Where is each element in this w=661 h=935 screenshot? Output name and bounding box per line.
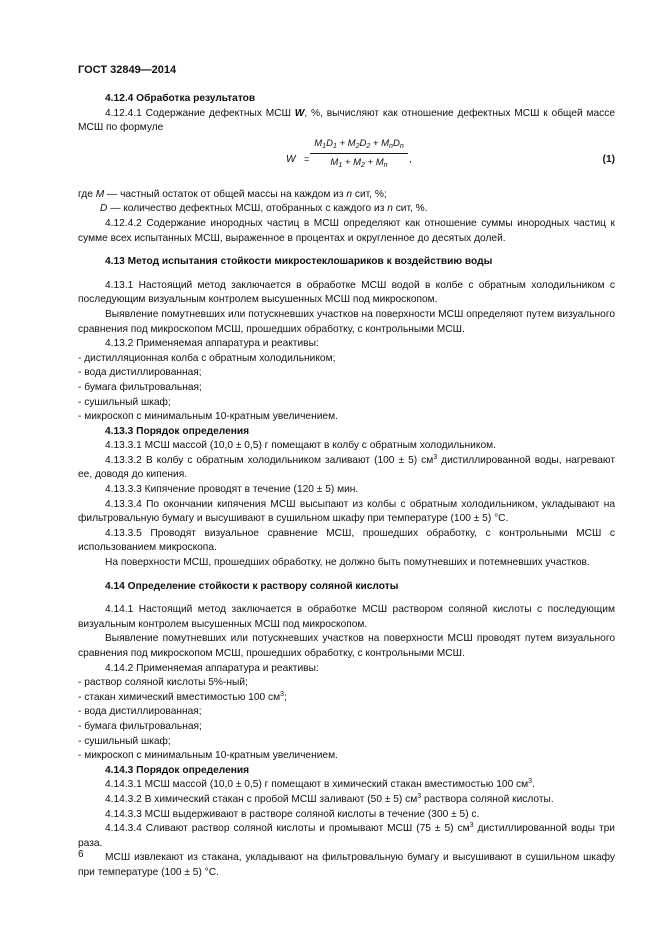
section-heading-4-13: 4.13 Метод испытания стойкости микростеклошариков к воздействию воды — [105, 256, 493, 268]
paragraph-4-14-3-3: 4.14.3.3 МСШ выдерживают в растворе соляной кислоты в течение (300 ± 5) с. — [105, 808, 480, 820]
list-item: - стакан химический вместимостью 100 $см^3$; — [78, 690, 287, 703]
list-item: - бумага фильтровальная; — [78, 381, 202, 393]
page-number: 6 — [78, 849, 84, 860]
list-item: - микроскоп с минимальным 10-кратным увеличением. — [78, 750, 338, 762]
paragraph-4-14-3-2: 4.14.3.2 В химический стакан с пробой МСШ заливают (50 ± 5) $см^3$ раствора соляной кислоты. — [105, 792, 554, 805]
list-item: - микроскоп с минимальным 10-кратным увеличением. — [78, 411, 338, 423]
formula-lhs: W — [286, 153, 296, 165]
paragraph-4-14-1-b: Выявление помутневших или потускневших участков на поверхности МСШ проводят путем визуального сравнения под микроскопом МСШ, прошедших обработку, с контрольными МСШ. — [78, 633, 615, 659]
paragraph-4-14-3-4-b: МСШ извлекают из стакана, укладывают на фильтровальную бумагу и высушивают в сушильном шкафу при температуре (100 ± 5) °С. — [78, 852, 615, 878]
paragraph-4-13-2: 4.13.2 Применяемая аппаратура и реактивы: — [105, 338, 319, 350]
paragraph-4-13-1: 4.13.1 Настоящий метод заключается в обработке МСШ водой в колбе с обратным холодильником с последующим визуальным контролем высушенных МСШ под микроскопом. — [78, 279, 615, 306]
paragraph-4-14-3-1: 4.14.3.1 МСШ массой (10,0 ± 0,5) г помещают в химический стакан вместимостью 100 $см^3$. — [105, 778, 535, 791]
paragraph-4-14-2: 4.14.2 Применяемая аппаратура и реактивы: — [105, 662, 319, 674]
paragraph-4-14-1: 4.14.1 Настоящий метод заключается в обработке МСШ раствором соляной кислоты с последующим визуальным контролем высушенных МСШ под микроскопом. — [78, 604, 615, 630]
list-item: - вода дистиллированная; — [78, 367, 202, 379]
paragraph-4-13-3-4: 4.13.3.4 По окончании кипячения МСШ высыпают из колбы с обратным холодильником, укладывают на фильтровальную бумагу и высушивают в сушильном шкафу при температуре (100 ± 5) °С. — [78, 498, 615, 525]
formula-fraction — [310, 137, 408, 171]
list-item: - дистилляционная колба с обратным холодильником; — [78, 352, 336, 364]
list-item: - раствор соляной кислоты 5%-ный; — [78, 677, 248, 689]
paragraph-4-12-4-2: 4.12.4.2 Содержание инородных частиц в МСШ определяют как отношение суммы инородных частиц к сумме всех испытанных МСШ, выраженное в процентах и округленное до десятых долей. — [78, 217, 615, 244]
section-heading-4-12-4: 4.12.4 Обработка результатов — [105, 93, 256, 104]
paragraph-4-13-3-2: 4.13.3.2 В колбу с обратным холодильником заливают (100 ± 5) $см^3$ дистиллированной воды, нагревают ее, доводя до кипения. — [78, 453, 615, 481]
subsection-heading-4-13-3: 4.13.3 Порядок определения — [105, 425, 250, 437]
paragraph-4-13-3-5: 4.13.3.5 Проводят визуальное сравнение МСШ, прошедших обработку, с контрольными МСШ с использованием микроскопа. — [78, 527, 615, 554]
formula-number: (1) — [602, 153, 615, 165]
document-header: ГОСТ 32849—2014 — [78, 64, 177, 76]
formula-equals: = — [304, 153, 310, 164]
paragraph-4-12-4-1: 4.12.4.1 Содержание дефектных МСШ W, %, вычисляют как отношение дефектных МСШ к общей массе МСШ по формуле — [78, 107, 615, 134]
paragraph-4-13-3-1: 4.13.3.1 МСШ массой (10,0 ± 0,5) г помещают в колбу с обратным холодильником. — [105, 440, 496, 452]
formula-1 — [78, 136, 615, 186]
list-item: - сушильный шкаф; — [78, 396, 171, 408]
subsection-heading-4-14-3: 4.14.3 Порядок определения — [105, 764, 250, 776]
formula-denominator: $M_1 + M_2 + M_n$ — [330, 157, 388, 170]
formula-where-d: D — количество дефектных МСШ, отобранных с каждого из n сит, %. — [100, 203, 428, 215]
paragraph-4-14-3-4: 4.14.3.4 Сливают раствор соляной кислоты и промывают МСШ (75 ± 5) $см^3$ дистиллированной воды три раза. — [78, 822, 615, 849]
formula-numerator: $M_1D_1 + M_2D_2 + M_nD_n$ — [310, 137, 408, 155]
formula-comma: , — [409, 153, 412, 165]
paragraph-4-13-3-3: 4.13.3.3 Кипячение проводят в течение (120 ± 5) мин. — [105, 484, 359, 496]
page-content — [78, 92, 615, 881]
paragraph-4-13-3-5-b: На поверхности МСШ, прошедших обработку, не должно быть помутневших и потемневших участков. — [105, 557, 590, 569]
section-heading-4-14: 4.14 Определение стойкости к раствору соляной кислоты — [105, 580, 399, 592]
list-item: - вода дистиллированная; — [78, 706, 202, 718]
list-item: - сушильный шкаф; — [78, 735, 171, 747]
paragraph-4-13-1-b: Выявление помутневших или потускневших участков на поверхности МСШ определяют путем визуального сравнения под микроскопом МСШ, прошедших обработку, с контрольными МСШ. — [78, 308, 615, 335]
list-item: - бумага фильтровальная; — [78, 720, 202, 732]
formula-where-m: где M — частный остаток от общей массы на каждом из n сит, %; — [78, 188, 387, 200]
